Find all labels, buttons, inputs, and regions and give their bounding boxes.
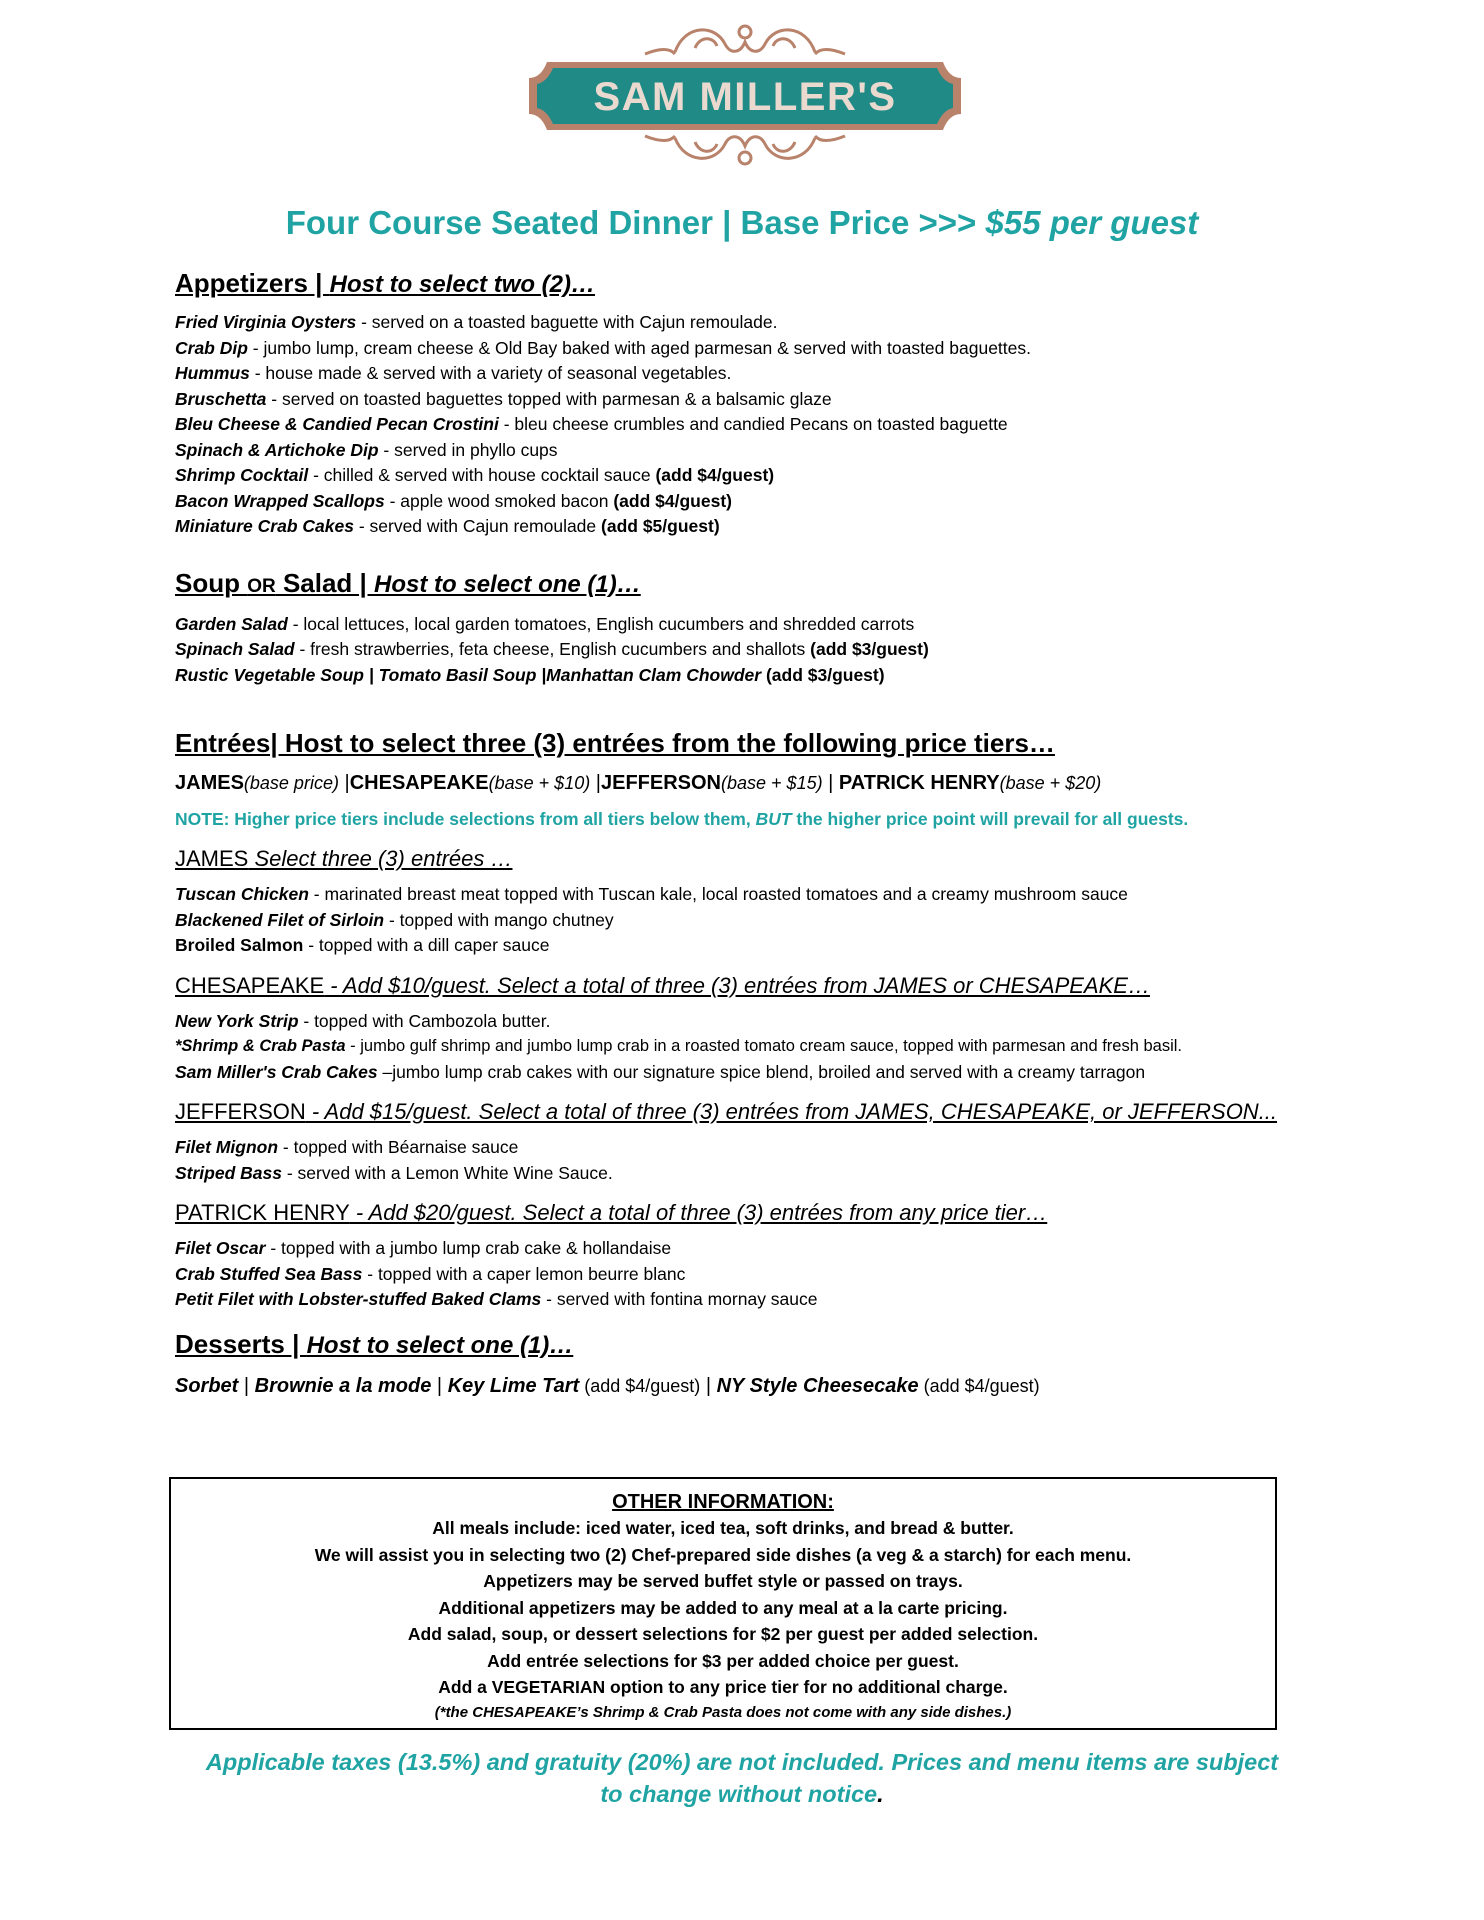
list-item: Filet Oscar - topped with a jumbo lump crab cake & hollandaise xyxy=(175,1238,672,1258)
tier-heading-patrick-henry: PATRICK HENRY - Add $20/guest. Select a total of three (3) entrées from any price tier… xyxy=(175,1200,1048,1225)
info-line: Additional appetizers may be added to any meal at a la carte pricing. xyxy=(438,1597,1008,1618)
info-line: All meals include: iced water, iced tea, soft drinks, and bread & butter. xyxy=(432,1518,1014,1538)
appetizers-list xyxy=(175,310,1325,540)
desserts-list: Sorbet | Brownie a la mode | Key Lime Tart (add $4/guest) | NY Style Cheesecake (add $4/guest) xyxy=(175,1374,1040,1397)
list-item: Broiled Salmon - topped with a dill caper sauce xyxy=(175,935,550,955)
list-item: Sam Miller's Crab Cakes –jumbo lump crab cakes with our signature spice blend, broiled and served with a creamy tarragon xyxy=(175,1061,1146,1082)
list-item: Garden Salad - local lettuces, local garden tomatoes, English cucumbers and shredded carrots xyxy=(175,613,915,634)
list-item: Spinach & Artichoke Dip - served in phyllo cups xyxy=(175,439,558,460)
desserts-heading: Desserts | Host to select one (1)… xyxy=(175,1328,574,1359)
tier-heading-chesapeake: CHESAPEAKE - Add $10/guest. Select a total of three (3) entrées from JAMES or CHESAPEAKE… xyxy=(175,972,1150,998)
list-item: Bleu Cheese & Candied Pecan Crostini - bleu cheese crumbles and candied Pecans on toasted baguette xyxy=(175,414,1008,434)
appetizers-heading: Appetizers | Host to select two (2)… xyxy=(175,268,596,298)
list-item: Tuscan Chicken - marinated breast meat topped with Tuscan kale, local roasted tomatoes and a creamy mushroom sauce xyxy=(175,884,1128,904)
entrees-heading: Entrées| Host to select three (3) entrées from the following price tiers… xyxy=(175,728,1055,758)
price-tier-note: NOTE: Higher price tiers include selections from all tiers below them, BUT the higher price point will prevail for all guests. xyxy=(175,809,1189,829)
list-item: Crab Dip - jumbo lump, cream cheese & Old Bay baked with aged parmesan & served with toasted baguettes. xyxy=(175,337,1031,358)
list-item: Shrimp Cocktail - chilled & served with house cocktail sauce (add $4/guest) xyxy=(175,465,775,485)
list-item: New York Strip - topped with Cambozola butter. xyxy=(175,1010,551,1031)
tier-list-patrick-henry xyxy=(175,1236,1325,1313)
tier-list-chesapeake xyxy=(175,1009,1325,1086)
list-item: Crab Stuffed Sea Bass - topped with a caper lemon beurre blanc xyxy=(175,1263,686,1284)
tier-heading-james: JAMES Select three (3) entrées … xyxy=(175,846,513,871)
list-item: Spinach Salad - fresh strawberries, feta cheese, English cucumbers and shallots (add $3/guest) xyxy=(175,639,929,659)
info-line: Add salad, soup, or dessert selections for $2 per guest per added selection. xyxy=(407,1624,1039,1644)
logo-text: SAM MILLER'S xyxy=(593,75,897,119)
tier-list-jefferson xyxy=(175,1135,1325,1186)
soup-salad-heading: Soup OR Salad | Host to select one (1)… xyxy=(175,567,641,598)
list-item: Petit Filet with Lobster-stuffed Baked Clams - served with fontina mornay sauce xyxy=(175,1289,818,1309)
list-item: Miniature Crab Cakes - served with Cajun remoulade (add $5/guest) xyxy=(175,516,720,536)
info-footnote: (*the CHESAPEAKE’s Shrimp & Crab Pasta does not come with any side dishes.) xyxy=(434,1703,1012,1721)
sam-millers-logo xyxy=(525,14,965,174)
footer-disclaimer: Applicable taxes (13.5%) and gratuity (20%) are not included. Prices and menu items are subject to change without notice. xyxy=(205,1749,1279,1807)
other-information-heading: OTHER INFORMATION: xyxy=(612,1491,834,1513)
soup-salad-list xyxy=(175,612,1325,689)
info-line: Add a VEGETARIAN option to any price tier for no additional charge. xyxy=(438,1677,1008,1697)
list-item: Blackened Filet of Sirloin - topped with mango chutney xyxy=(175,909,614,930)
price-tiers-line: JAMES(base price) |CHESAPEAKE(base + $10) |JEFFERSON(base + $15) | PATRICK HENRY(base + $20) xyxy=(175,772,1102,794)
list-item: Rustic Vegetable Soup | Tomato Basil Soup |Manhattan Clam Chowder (add $3/guest) xyxy=(175,664,885,685)
title-main: Four Course Seated Dinner | Base Price >>> xyxy=(285,204,986,241)
tier-heading-jefferson: JEFFERSON - Add $15/guest. Select a total of three (3) entrées from JAMES, CHESAPEAKE, or JEFFERSON... xyxy=(175,1099,1278,1124)
tier-list-james xyxy=(175,882,1325,959)
list-item: Fried Virginia Oysters - served on a toasted baguette with Cajun remoulade. xyxy=(175,312,778,332)
list-item: Filet Mignon - topped with Béarnaise sauce xyxy=(175,1137,519,1157)
other-information-box xyxy=(169,1477,1277,1730)
list-item: Striped Bass - served with a Lemon White Wine Sauce. xyxy=(175,1162,613,1183)
info-line: We will assist you in selecting two (2) Chef-prepared side dishes (a veg & a starch) for each menu. xyxy=(314,1544,1132,1565)
info-line: Add entrée selections for $3 per added choice per guest. xyxy=(487,1650,959,1671)
list-item: Bacon Wrapped Scallops - apple wood smoked bacon (add $4/guest) xyxy=(175,490,732,511)
page-title xyxy=(0,204,1484,242)
info-line: Appetizers may be served buffet style or passed on trays. xyxy=(483,1571,963,1591)
list-item: Bruschetta - served on toasted baguettes topped with parmesan & a balsamic glaze xyxy=(175,388,832,409)
menu-content xyxy=(175,266,1325,1401)
list-item: *Shrimp & Crab Pasta - jumbo gulf shrimp and jumbo lump crab in a roasted tomato cream sauce, topped with parmesan and fresh basil. xyxy=(175,1037,1182,1055)
title-price: $55 per guest xyxy=(985,204,1199,241)
list-item: Hummus - house made & served with a variety of seasonal vegetables. xyxy=(175,363,732,383)
